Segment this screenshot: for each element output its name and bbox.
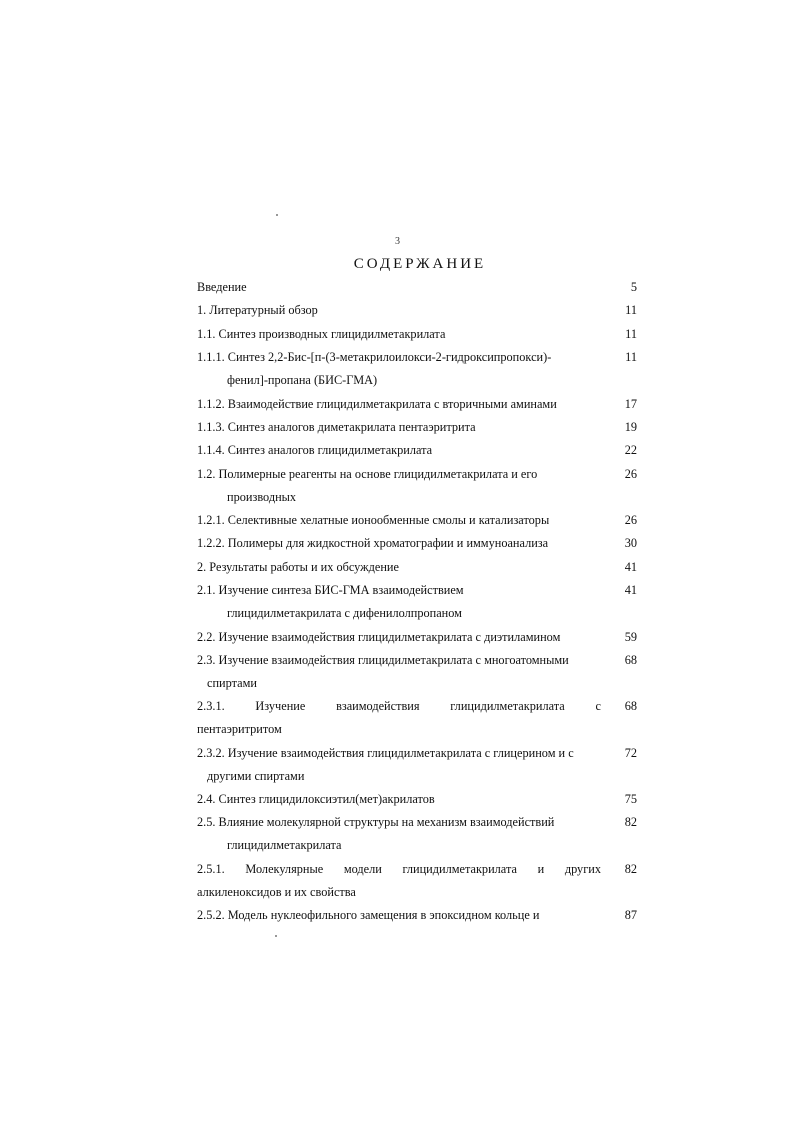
toc-word: модели <box>343 862 382 876</box>
toc-entry-text-cont: пентаэритритом <box>197 722 282 736</box>
toc-entry-text: 2.3. Изучение взаимодействия глицидилметакрилата с многоатомными <box>197 653 569 667</box>
page-title: СОДЕРЖАНИЕ <box>353 256 487 272</box>
toc-entry-text: 2.5.2. Модель нуклеофильного замещения в эпоксидном кольце и <box>197 908 540 922</box>
page-number: 3 <box>395 236 400 247</box>
toc-entry-text: 1.2. Полимерные реагенты на основе глицидилметакрилата и его <box>197 467 538 481</box>
toc-entry-text: 1. Литературный обзор <box>197 303 318 317</box>
toc-entry-page: 26 <box>624 513 637 527</box>
toc-entry-text: 1.1.2. Взаимодействие глицидилметакрилата с вторичными аминами <box>197 397 557 411</box>
toc-entry-text-cont: алкиленоксидов и их свойства <box>197 885 356 899</box>
toc-word: других <box>564 862 601 876</box>
toc-entry-text: 2.4. Синтез глицидилоксиэтил(мет)акрилатов <box>197 792 435 806</box>
toc-entry-text: 1.2.2. Полимеры для жидкостной хроматографии и иммуноанализа <box>197 536 549 550</box>
toc-entry-text-cont: глицидилметакрилата <box>227 838 342 852</box>
toc-entry-page: 11 <box>625 327 637 341</box>
toc-entry-text: 1.1.4. Синтез аналогов глицидилметакрилата <box>197 443 433 457</box>
toc-entry-page: 87 <box>624 908 637 922</box>
toc-word: глицидилметакрилата <box>402 862 517 876</box>
toc-word: 2.5.1. <box>197 862 225 876</box>
scan-speck <box>276 214 278 216</box>
toc-word: 2.3.1. <box>197 699 225 713</box>
toc-entry-text: 2.3.2. Изучение взаимодействия глицидилметакрилата с глицерином и с <box>197 746 574 760</box>
toc-entry-text-cont: спиртами <box>207 676 257 690</box>
toc-entry-text: Введение <box>197 280 247 294</box>
toc-entry-page: 59 <box>624 630 637 644</box>
toc-entry-page: 11 <box>625 350 637 364</box>
toc-entry-text: 1.2.1. Селективные хелатные ионообменные смолы и катализаторы <box>197 513 550 527</box>
toc-entry-page: 75 <box>624 792 637 806</box>
toc-word: глицидилметакрилата <box>450 699 565 713</box>
toc-entry-text: 2.5. Влияние молекулярной структуры на механизм взаимодействий <box>197 815 555 829</box>
toc-entry-text: 2.1. Изучение синтеза БИС-ГМА взаимодействием <box>197 583 464 597</box>
toc-entry-page: 17 <box>624 397 637 411</box>
toc-entry-text: 1.1.1. Синтез 2,2-Бис-[п-(3-метакрилоилокси-2-гидроксипропокси)- <box>197 350 552 364</box>
toc-entry-text: 1.1. Синтез производных глицидилметакрилата <box>197 327 446 341</box>
toc-entry-text-cont: глицидилметакрилата с дифенилолпропаном <box>227 606 462 620</box>
toc-entry-text-cont: фенил]-пропана (БИС-ГМА) <box>227 373 378 387</box>
toc-entry-page: 41 <box>624 560 637 574</box>
scan-speck <box>275 935 277 937</box>
toc-entry-page: 68 <box>624 699 637 713</box>
toc-entry-text-justified <box>197 862 601 876</box>
toc-entry-page: 11 <box>625 303 637 317</box>
toc-entry-page: 22 <box>624 443 637 457</box>
toc-entry-text-cont: производных <box>227 490 297 504</box>
toc-entry-page: 30 <box>624 536 637 550</box>
toc-word: взаимодействия <box>336 699 420 713</box>
toc-entry-page: 82 <box>624 815 637 829</box>
toc-entry-text: 2. Результаты работы и их обсуждение <box>197 560 399 574</box>
toc-entry-page: 72 <box>624 746 637 760</box>
toc-entry-page: 26 <box>624 467 637 481</box>
toc-entry-page: 82 <box>624 862 637 876</box>
toc-word: и <box>537 862 545 876</box>
toc-word: Изучение <box>255 699 306 713</box>
toc-entry-page: 19 <box>624 420 637 434</box>
toc-entry-page: 41 <box>624 583 637 597</box>
toc-entry-text: 1.1.3. Синтез аналогов диметакрилата пентаэритрита <box>197 420 476 434</box>
toc-word: с <box>595 699 601 713</box>
toc-entry-text: 2.2. Изучение взаимодействия глицидилметакрилата с диэтиламином <box>197 630 561 644</box>
toc-entry-page: 5 <box>630 280 637 294</box>
toc-word: Молекулярные <box>245 862 324 876</box>
toc-entry-page: 68 <box>624 653 637 667</box>
toc-entry-text-cont: другими спиртами <box>207 769 305 783</box>
toc-entry-text-justified <box>197 699 601 713</box>
